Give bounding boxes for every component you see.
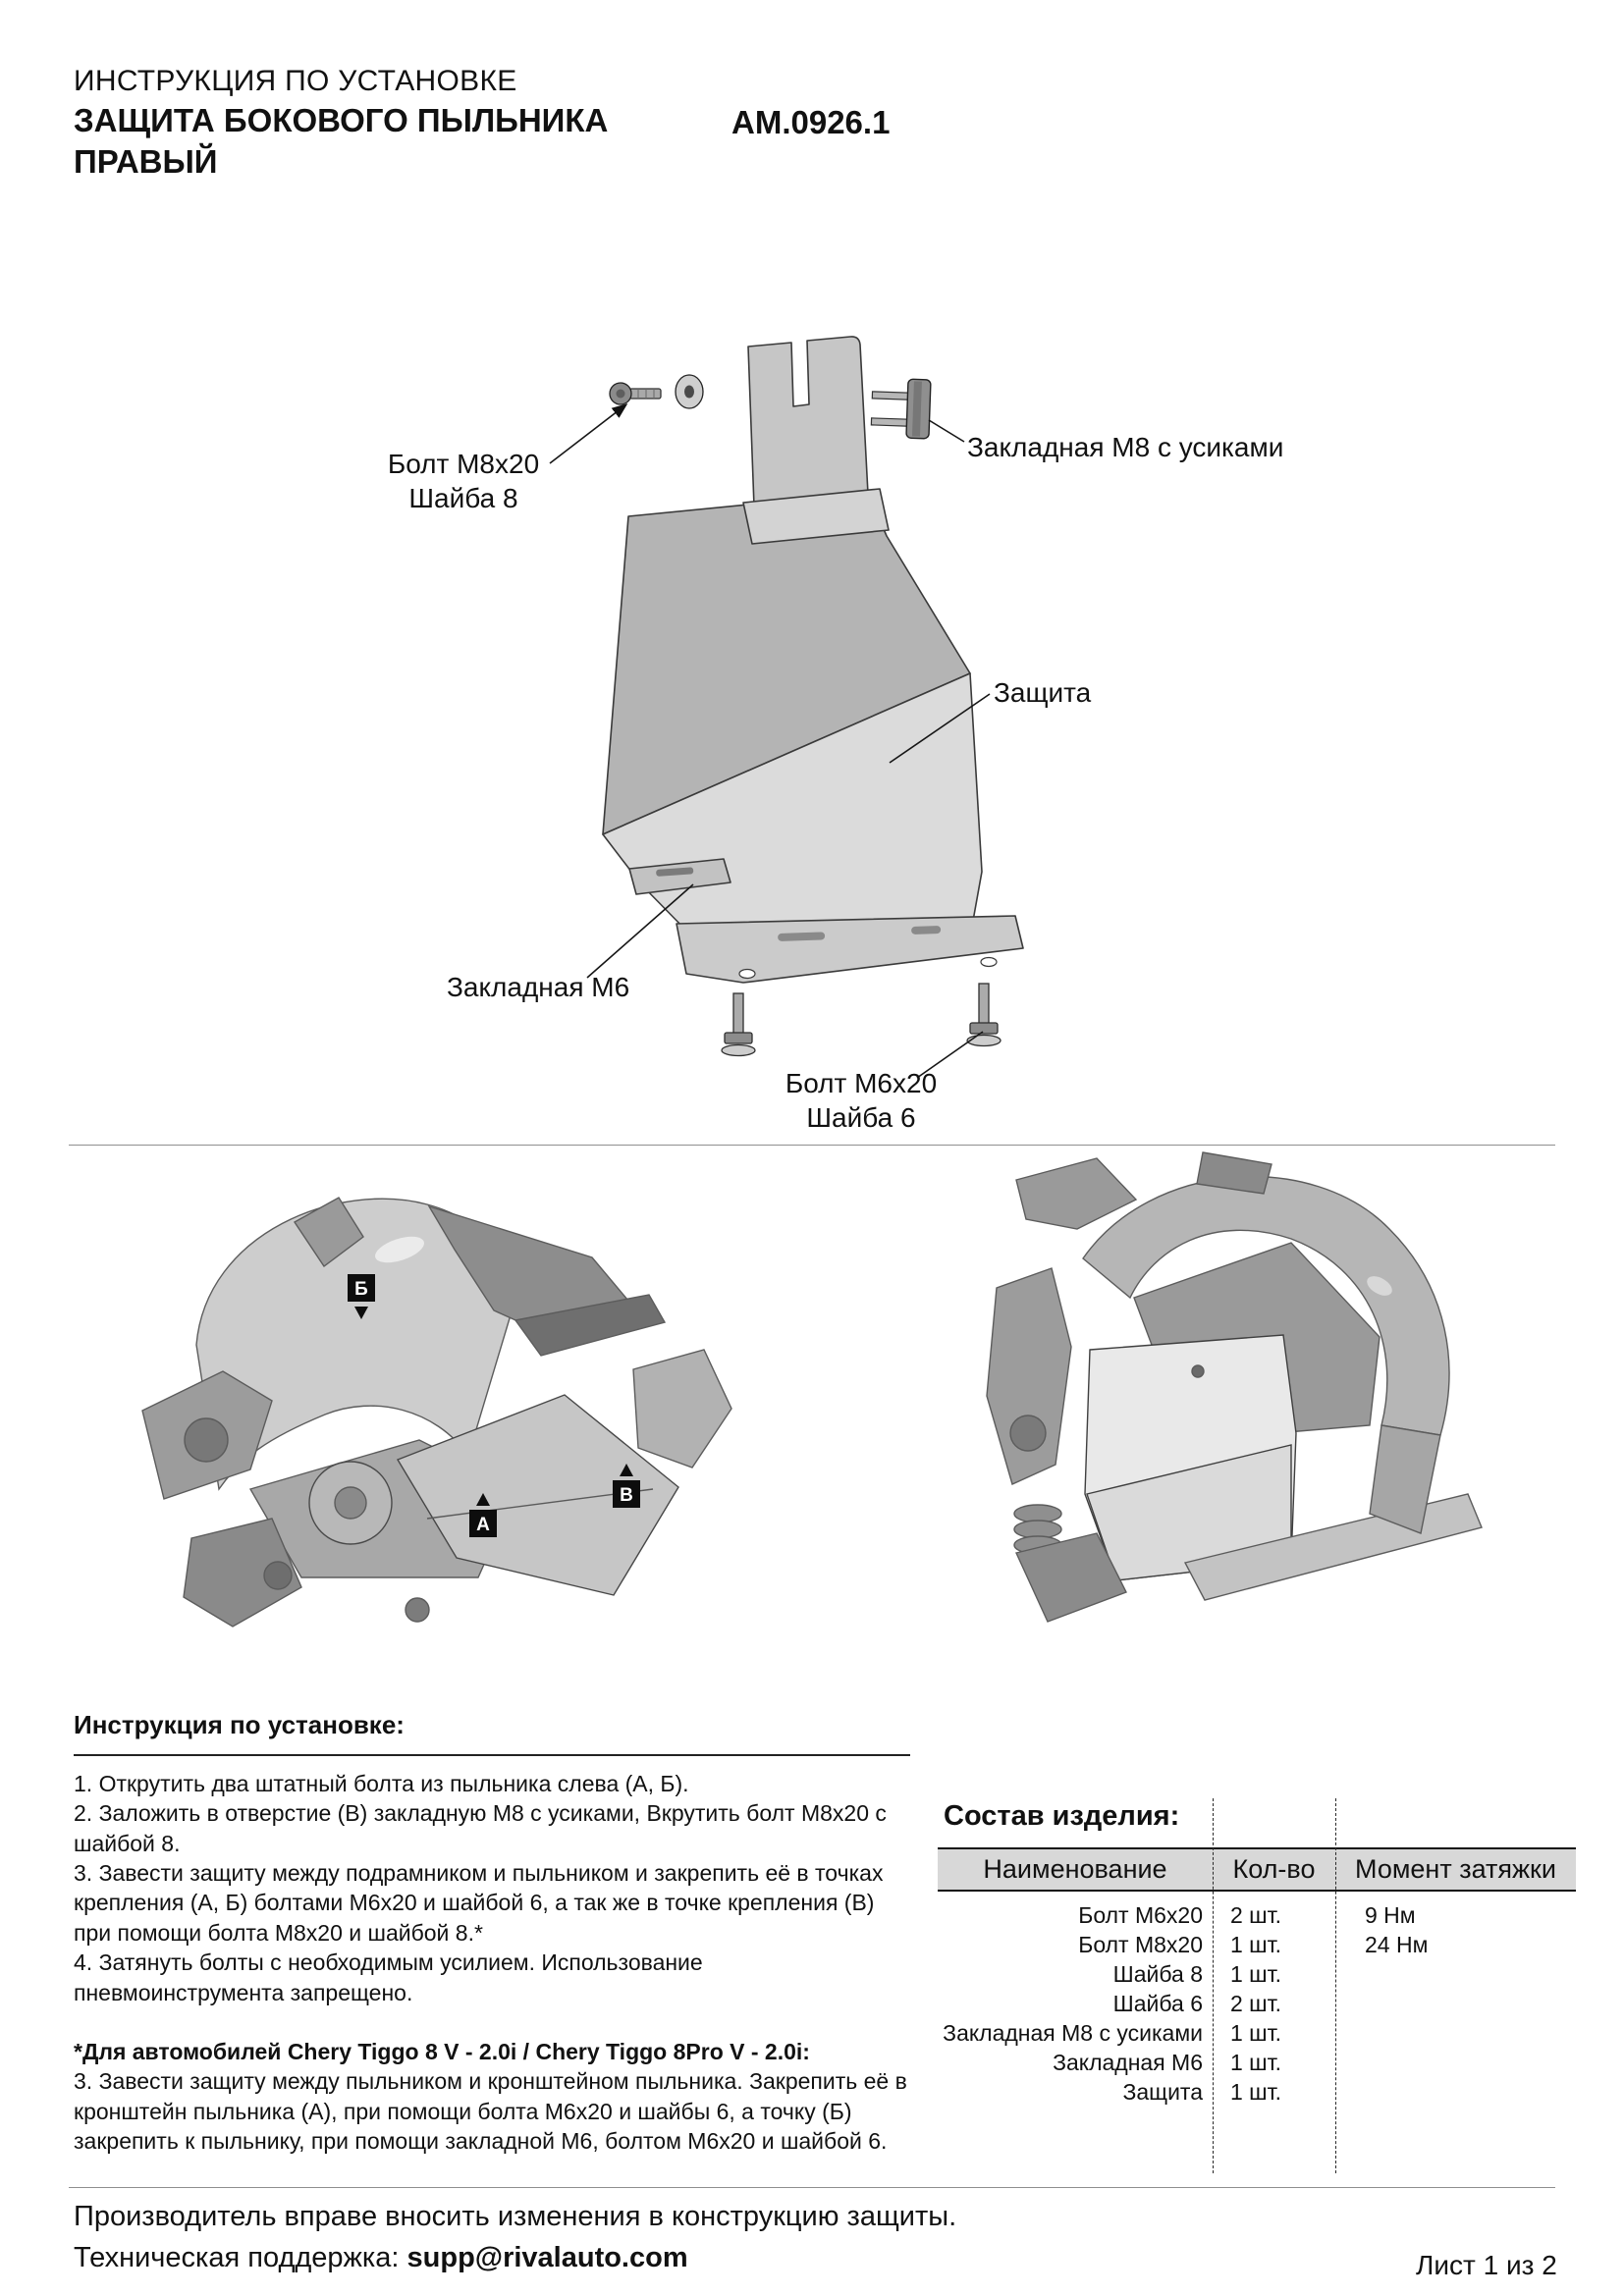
column-header-name: Наименование: [983, 1854, 1167, 1884]
part-qty: 2 шт.: [1230, 1991, 1282, 2016]
part-name: Закладная М8 с усиками: [943, 2020, 1203, 2046]
part-qty: 2 шт.: [1230, 1902, 1282, 1928]
marker-a: А: [476, 1515, 490, 1535]
column-header-torque: Момент затяжки: [1355, 1854, 1556, 1884]
part-torque: [1335, 1959, 1576, 1989]
table-divider-2: [1335, 1798, 1336, 2173]
table-divider-1: [1213, 1798, 1214, 2173]
label-bolt-m8-group: [371, 447, 556, 515]
page-number: Лист 1 из 2: [1416, 2250, 1557, 2280]
bolt-m6-left: [722, 993, 755, 1056]
table-row: [938, 2077, 1576, 2107]
part-name: Закладная М6: [1053, 2050, 1203, 2075]
doc-title-line2: ПРАВЫЙ: [74, 143, 218, 181]
label-bolt-m8: Болт М8х20: [387, 449, 540, 479]
marker-b: Б: [354, 1279, 368, 1300]
footer-rule: [69, 2187, 1555, 2188]
right-photo-shapes: [987, 1152, 1482, 1622]
part-name: Шайба 6: [1112, 1991, 1203, 2016]
flange-hole-left: [739, 970, 755, 979]
parts-heading: Состав изделия:: [944, 1800, 1180, 1832]
bolt-m6-drawings: [722, 984, 1001, 1056]
instructions-section: [74, 1710, 910, 2156]
support-label: Техническая поддержка:: [74, 2242, 400, 2273]
label-clip-m8: Закладная М8 с усиками: [967, 432, 1284, 462]
label-bolt-m6: Болт М6х20: [785, 1068, 938, 1098]
part-qty: 1 шт.: [1230, 2020, 1282, 2046]
doc-type-heading: ИНСТРУКЦИЯ ПО УСТАНОВКЕ: [74, 65, 517, 97]
marker-v: В: [620, 1485, 633, 1506]
part-qty: 1 шт.: [1230, 1961, 1282, 1987]
column-header-qty: Кол-во: [1232, 1854, 1316, 1884]
table-row: [938, 1900, 1576, 1930]
part-qty: 1 шт.: [1230, 2079, 1282, 2105]
part-torque: 9 Нм: [1365, 1902, 1416, 1928]
support-email: supp@rivalauto.com: [406, 2242, 688, 2273]
part-qty: 1 шт.: [1230, 2050, 1282, 2075]
part-name: Защита: [1122, 2079, 1203, 2105]
table-row: [938, 2048, 1576, 2077]
instructions-rule: [74, 1754, 910, 1756]
shield-base-flange: [677, 916, 1023, 983]
flange-hole-right: [981, 958, 997, 967]
bolt-m8-washer-drawing: [610, 375, 703, 408]
shield-top-tab: [748, 337, 868, 507]
table-row: [938, 1930, 1576, 1959]
part-torque: [1335, 2077, 1576, 2107]
footer-support: [74, 2242, 688, 2274]
part-torque: 24 Нм: [1365, 1932, 1429, 1957]
doc-title-line1: ЗАЩИТА БОКОВОГО ПЫЛЬНИКА: [74, 102, 609, 138]
instruction-step-1: 1. Открутить два штатный болта из пыльника слева (А, Б).: [74, 1771, 689, 1796]
part-name: Шайба 8: [1112, 1961, 1203, 1987]
clip-m8-drawing: [871, 378, 931, 439]
table-row: [938, 1959, 1576, 1989]
instructions-steps: [74, 1769, 910, 2156]
parts-table-rows: [938, 1900, 1576, 2107]
part-torque: [1335, 1989, 1576, 2018]
instructions-note-title: *Для автомобилей Chery Tiggo 8 V - 2.0i / Chery Tiggo 8Pro V - 2.0i:: [74, 2038, 810, 2064]
part-torque: [1335, 2048, 1576, 2077]
table-row: [938, 1989, 1576, 2018]
label-shield: Защита: [994, 677, 1092, 708]
photo-install-right: [957, 1139, 1492, 1679]
instruction-step-3: 3. Завести защиту между подрамником и пыльником и закрепить её в точках крепления (А, Б) болтами М6х20 и шайбой 6, а так же в точке крепления (В) при помощи болта М8х20 и шайбой 8.*: [74, 1860, 884, 1946]
bolt-m6-right: [967, 984, 1001, 1046]
instructions-heading: Инструкция по установке:: [74, 1710, 405, 1739]
label-washer-6: Шайба 6: [806, 1102, 916, 1133]
instruction-step-4: 4. Затянуть болты с необходимым усилием. Использование пневмоинструмента запрещено.: [74, 1949, 703, 2005]
part-qty: 1 шт.: [1230, 1932, 1282, 1957]
part-name: Болт М6х20: [1078, 1902, 1203, 1928]
part-number: АМ.0926.1: [731, 104, 891, 140]
parts-table-section: [938, 1798, 1576, 2176]
part-torque: [1335, 2018, 1576, 2048]
left-photo-shapes: [142, 1198, 731, 1627]
label-washer-8: Шайба 8: [408, 483, 518, 513]
label-bolt-m6-group: [768, 1066, 954, 1135]
label-clip-m6: Закладная М6: [447, 972, 630, 1002]
table-row: [938, 2018, 1576, 2048]
footer-notice: Производитель вправе вносить изменения в конструкцию защиты.: [74, 2201, 957, 2232]
instructions-note-text: 3. Завести защиту между пыльником и кронштейном пыльника. Закрепить её в кронштейн пыльника (А), при помощи болта М6х20 и шайбы 6, а точку (Б) закрепить к пыльнику, при помощи закладной М6, болтом М6х20 и шайбой 6.: [74, 2068, 907, 2154]
parts-table-header: [938, 1847, 1576, 1892]
photo-install-left: [103, 1163, 751, 1669]
instruction-step-2: 2. Заложить в отверстие (В) закладную М8 с усиками, Вкрутить болт М8х20 с шайбой 8.: [74, 1800, 887, 1856]
shield-drawing: [603, 337, 1023, 983]
part-name: Болт М8х20: [1078, 1932, 1203, 1957]
